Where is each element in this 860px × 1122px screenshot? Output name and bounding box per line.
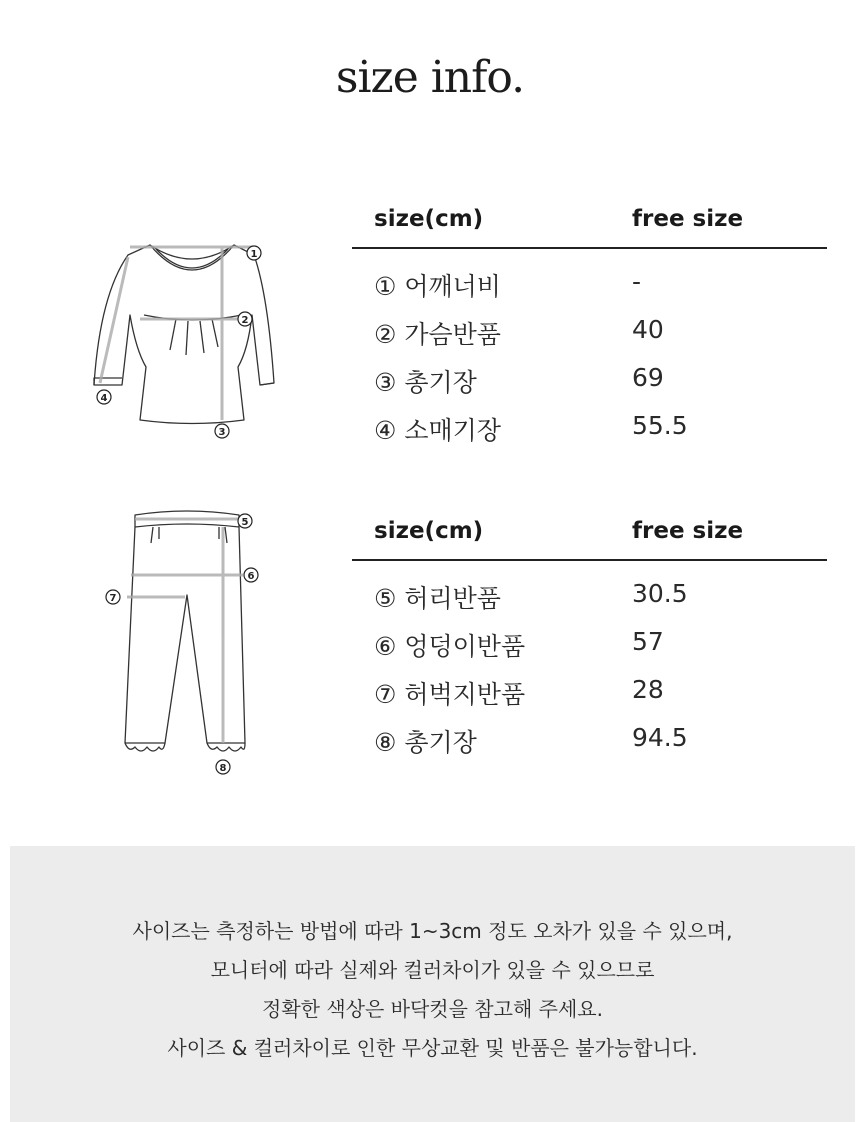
- table-row: [352, 627, 827, 675]
- table-header: [352, 510, 827, 561]
- size-table-pants: [352, 510, 827, 771]
- svg-text:6: 6: [247, 571, 255, 582]
- page-title: size info.: [335, 52, 525, 103]
- size-table-top: [352, 198, 827, 459]
- notice-line: 사이즈 & 컬러차이로 인한 무상교환 및 반품은 불가능합니다.: [167, 1036, 698, 1060]
- table-row: [352, 723, 827, 771]
- row-label: ⑦ 허벅지반품: [374, 680, 526, 709]
- header-free-size-label: free size: [632, 206, 744, 232]
- row-label: ② 가슴반품: [374, 320, 501, 349]
- row-label: ⑤ 허리반품: [374, 584, 501, 613]
- measurement-markers: [97, 246, 261, 438]
- svg-text:1: 1: [250, 249, 258, 260]
- row-value: 30.5: [632, 579, 688, 608]
- row-value: 40: [632, 315, 664, 344]
- svg-text:2: 2: [241, 315, 249, 326]
- table-row: [352, 579, 827, 627]
- svg-text:5: 5: [241, 517, 249, 528]
- row-value: -: [632, 267, 642, 296]
- notice-line: 모니터에 따라 실제와 컬러차이가 있을 수 있으므로: [210, 958, 655, 982]
- table-row: [352, 363, 827, 411]
- header-size-label: size(cm): [374, 206, 484, 232]
- row-value: 55.5: [632, 411, 688, 440]
- table-row: [352, 411, 827, 459]
- notice-line: 정확한 색상은 바닥컷을 참고해 주세요.: [262, 997, 603, 1021]
- pants-garment-illustration: [95, 505, 275, 785]
- table-row: [352, 675, 827, 723]
- row-label: ⑥ 엉덩이반품: [374, 632, 526, 661]
- row-value: 94.5: [632, 723, 688, 752]
- table-row: [352, 315, 827, 363]
- notice-line: 사이즈는 측정하는 방법에 따라 1~3cm 정도 오차가 있을 수 있으며,: [132, 919, 733, 943]
- svg-text:4: 4: [100, 393, 108, 404]
- row-label: ⑧ 총기장: [374, 728, 477, 757]
- row-label: ③ 총기장: [374, 368, 477, 397]
- header-size-label: size(cm): [374, 518, 484, 544]
- table-row: [352, 267, 827, 315]
- svg-text:7: 7: [109, 593, 117, 604]
- row-value: 57: [632, 627, 664, 656]
- measurement-markers: [106, 514, 258, 774]
- top-garment-illustration: [80, 235, 280, 445]
- svg-text:8: 8: [219, 763, 227, 774]
- row-label: ④ 소매기장: [374, 416, 501, 445]
- header-free-size-label: free size: [632, 518, 744, 544]
- table-header: [352, 198, 827, 249]
- row-label: ① 어깨너비: [374, 272, 501, 301]
- row-value: 69: [632, 363, 664, 392]
- notice-box: [10, 846, 855, 1122]
- row-value: 28: [632, 675, 664, 704]
- svg-text:3: 3: [218, 427, 226, 438]
